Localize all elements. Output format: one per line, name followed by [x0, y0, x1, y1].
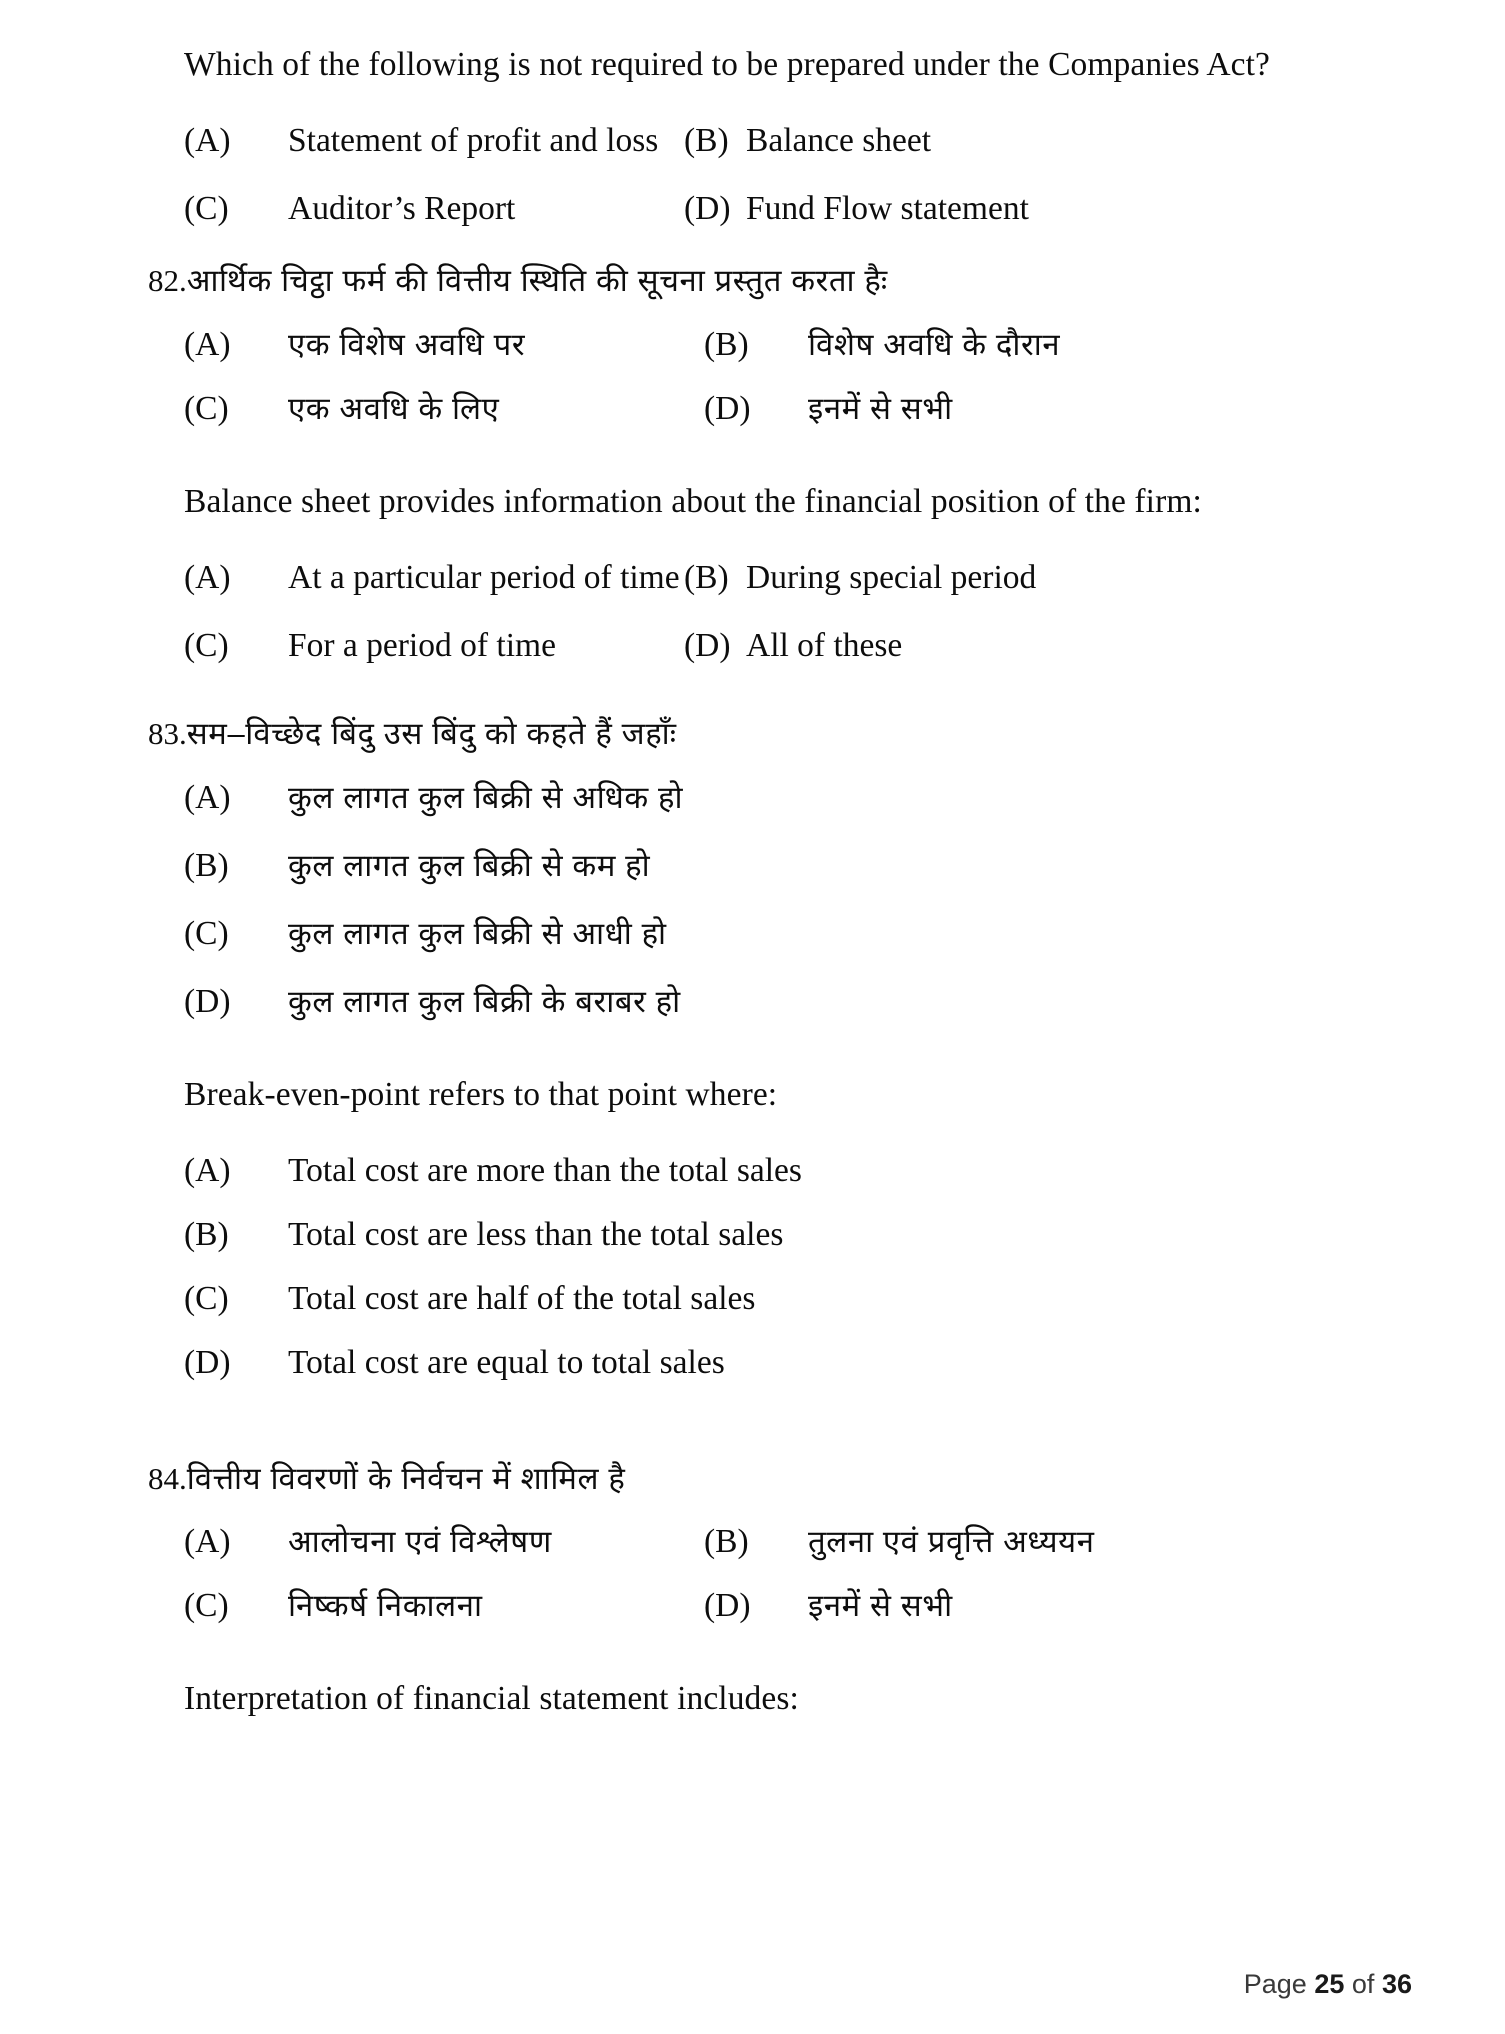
- option-a-label: (A): [184, 325, 231, 363]
- option-d-label: (D): [704, 389, 751, 427]
- option-b-label: (B): [184, 1215, 229, 1253]
- option-b-label: (B): [684, 559, 729, 597]
- option-d-label: (D): [184, 1343, 231, 1381]
- option-c[interactable]: [184, 387, 704, 429]
- option-c[interactable]: [184, 627, 684, 665]
- options-83-en: [148, 1152, 1363, 1382]
- question-stem-83-en: Break-even-point refers to that point where:: [184, 1075, 778, 1113]
- option-a-label: (A): [184, 1151, 231, 1189]
- option-row-ab: [184, 323, 1363, 365]
- option-row-cd: [184, 190, 1363, 228]
- option-a-label: (A): [184, 1523, 231, 1561]
- option-c-label: (C): [184, 914, 229, 952]
- footer-middle: of: [1351, 1969, 1375, 1999]
- option-b-label: (B): [184, 846, 229, 884]
- option-a[interactable]: [184, 122, 684, 160]
- option-c-label: (C): [184, 1279, 229, 1317]
- option-d-text: Fund Flow statement: [746, 190, 1029, 228]
- option-b-row[interactable]: [184, 1216, 1363, 1254]
- option-d-text: Total cost are equal to total sales: [288, 1343, 725, 1381]
- option-a-text: आलोचना एवं विश्लेषण: [288, 1524, 552, 1560]
- option-b-label: (B): [684, 122, 729, 160]
- page-footer: [1244, 1969, 1412, 2000]
- option-c-text: कुल लागत कुल बिक्री से आधी हो: [288, 915, 667, 951]
- option-b[interactable]: [704, 1520, 1363, 1562]
- option-a-label: (A): [184, 559, 231, 597]
- option-a-row[interactable]: [184, 1152, 1363, 1190]
- question-stem-82-en: Balance sheet provides information about the financial position of the firm:: [184, 482, 1202, 520]
- option-d-label: (D): [184, 982, 231, 1020]
- option-row-cd: [184, 1584, 1363, 1626]
- option-d-text: कुल लागत कुल बिक्री के बराबर हो: [288, 983, 681, 1019]
- option-d[interactable]: [684, 190, 1363, 228]
- option-d-row[interactable]: [184, 1344, 1363, 1382]
- question-stem-83-hi: [148, 711, 1363, 758]
- option-b-row[interactable]: [184, 844, 1363, 886]
- option-b-text: कुल लागत कुल बिक्री से कम हो: [288, 847, 651, 883]
- option-b-text: During special period: [746, 559, 1037, 597]
- option-d-text: इनमें से सभी: [808, 390, 953, 426]
- option-a-text: Total cost are more than the total sales: [288, 1151, 802, 1189]
- option-c[interactable]: [184, 1584, 704, 1626]
- option-b-label: (B): [704, 325, 749, 363]
- option-row-ab: [184, 559, 1363, 597]
- question-stem-84-en: Interpretation of financial statement includes:: [184, 1680, 799, 1718]
- option-a-text: कुल लागत कुल बिक्री से अधिक हो: [288, 779, 684, 815]
- question-text-83-hi: सम–विच्छेद बिंदु उस बिंदु को कहते हैं जहाँः: [186, 716, 677, 752]
- option-b[interactable]: [684, 122, 1363, 160]
- option-b-text: विशेष अवधि के दौरान: [808, 326, 1061, 362]
- option-a-text: एक विशेष अवधि पर: [288, 326, 526, 362]
- option-d[interactable]: [704, 387, 1363, 429]
- option-a-label: (A): [184, 778, 231, 816]
- option-row-cd: [184, 387, 1363, 429]
- option-d-text: इनमें से सभी: [808, 1588, 953, 1624]
- option-c-label: (C): [184, 627, 229, 665]
- options-84-hi: [148, 1520, 1363, 1626]
- option-a-text: At a particular period of time: [288, 559, 680, 597]
- question-number-82: 82.: [148, 263, 187, 299]
- option-c-label: (C): [184, 190, 229, 228]
- option-b-text: तुलना एवं प्रवृत्ति अध्ययन: [808, 1524, 1095, 1560]
- option-d-label: (D): [704, 1587, 751, 1625]
- option-c-text: Auditor’s Report: [288, 190, 516, 228]
- option-c-label: (C): [184, 389, 229, 427]
- option-b-label: (B): [704, 1523, 749, 1561]
- option-c-row[interactable]: [184, 1280, 1363, 1318]
- option-b-text: Total cost are less than the total sales: [288, 1215, 784, 1253]
- option-d[interactable]: [704, 1584, 1363, 1626]
- option-b[interactable]: [684, 559, 1363, 597]
- option-c-text: For a period of time: [288, 627, 556, 665]
- question-stem-81-en: Which of the following is not required to be prepared under the Companies Act?: [184, 46, 1270, 83]
- footer-prefix: Page: [1243, 1969, 1307, 1999]
- question-content: [148, 38, 1363, 1727]
- options-81-en: [148, 122, 1363, 228]
- question-number-84: 84.: [148, 1460, 187, 1496]
- option-a[interactable]: [184, 1520, 704, 1562]
- question-stem-82-hi: [148, 258, 1363, 305]
- option-a[interactable]: [184, 559, 684, 597]
- question-text-82-hi: आर्थिक चिट्ठा फर्म की वित्तीय स्थिति की सूचना प्रस्तुत करता हैः: [186, 263, 888, 299]
- option-d-label: (D): [684, 627, 731, 665]
- option-d[interactable]: [684, 627, 1363, 665]
- option-c-text: एक अवधि के लिए: [288, 390, 500, 426]
- question-stem-84-hi: [148, 1456, 1363, 1503]
- option-d-row[interactable]: [184, 980, 1363, 1022]
- option-c-text: निष्कर्ष निकालना: [288, 1588, 483, 1624]
- options-82-hi: [148, 323, 1363, 429]
- option-d-label: (D): [684, 190, 731, 228]
- question-text-84-hi: वित्तीय विवरणों के निर्वचन में शामिल है: [186, 1460, 626, 1496]
- option-c-label: (C): [184, 1587, 229, 1625]
- option-c-text: Total cost are half of the total sales: [288, 1279, 756, 1317]
- option-c-row[interactable]: [184, 912, 1363, 954]
- option-d-text: All of these: [746, 627, 903, 665]
- option-a-label: (A): [184, 122, 231, 160]
- option-a-text: Statement of profit and loss: [288, 122, 659, 160]
- footer-current-page: 25: [1314, 1969, 1345, 1999]
- options-83-hi: [148, 776, 1363, 1022]
- option-b-text: Balance sheet: [746, 122, 932, 160]
- option-row-cd: [184, 627, 1363, 665]
- question-number-83: 83.: [148, 716, 187, 752]
- option-b[interactable]: [704, 323, 1363, 365]
- option-a-row[interactable]: [184, 776, 1363, 818]
- footer-total-pages: 36: [1381, 1969, 1412, 1999]
- option-a[interactable]: [184, 323, 704, 365]
- option-row-ab: [184, 1520, 1363, 1562]
- option-c[interactable]: [184, 190, 684, 228]
- options-82-en: [148, 559, 1363, 665]
- option-row-ab: [184, 122, 1363, 160]
